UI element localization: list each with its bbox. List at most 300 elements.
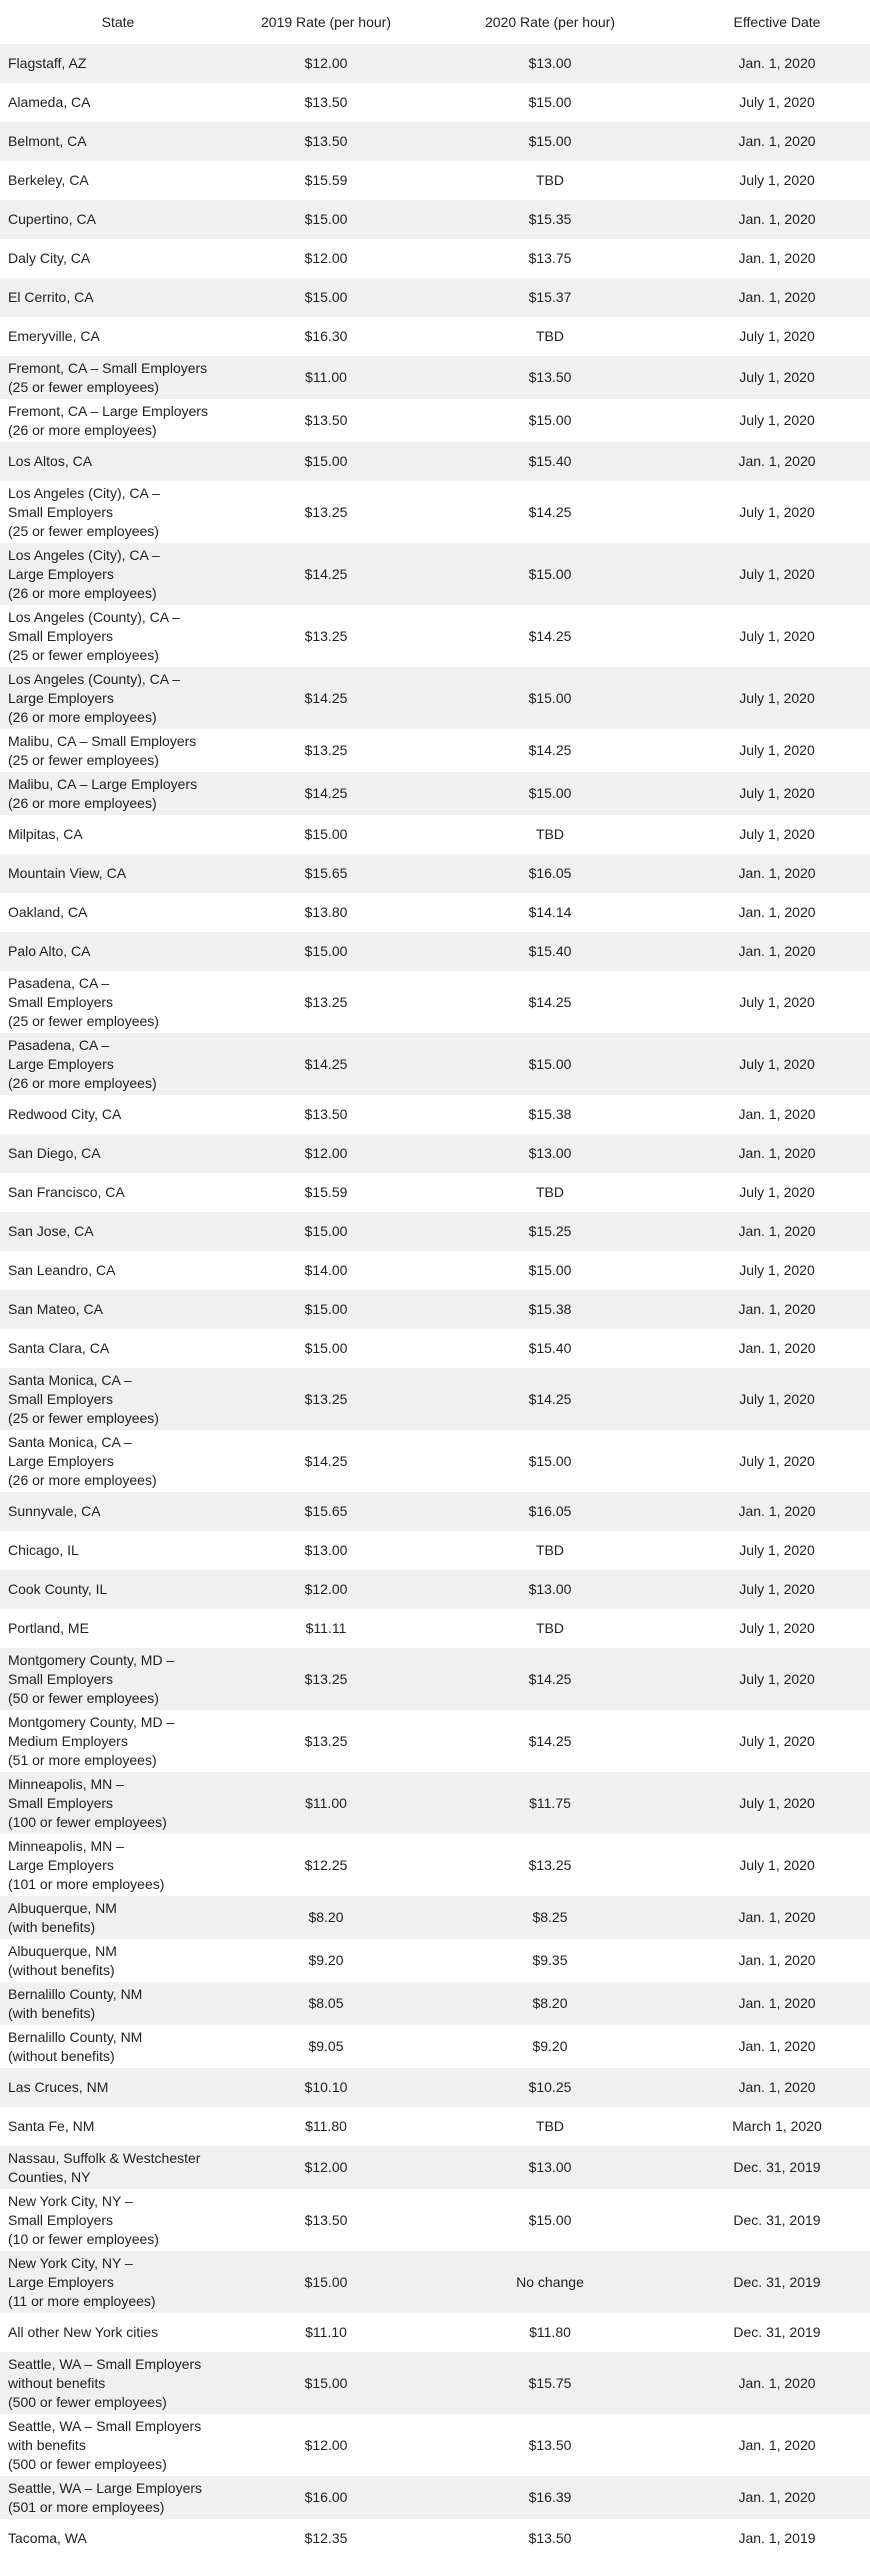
table-row: [0, 399, 870, 442]
cell-2020-rate: TBD: [416, 1173, 684, 1212]
state-line: Counties, NY: [8, 2168, 91, 2185]
cell-2019-rate: $15.00: [236, 2251, 416, 2313]
cell-2019-rate: $13.50: [236, 399, 416, 442]
cell-2020-rate: $15.38: [416, 1290, 684, 1329]
cell-state: [0, 44, 236, 83]
table-row: [0, 2146, 870, 2189]
cell-state: [0, 1710, 236, 1772]
cell-state: [0, 1570, 236, 1609]
cell-2020-rate: $11.75: [416, 1772, 684, 1834]
state-line: Pasadena, CA –: [8, 1036, 110, 1053]
cell-state: [0, 1939, 236, 1982]
header-2020-rate: 2020 Rate (per hour): [416, 0, 684, 44]
table-row: [0, 1173, 870, 1212]
state-line: Las Cruces, NM: [8, 2079, 109, 2095]
cell-2019-rate: $16.30: [236, 317, 416, 356]
cell-2020-rate: $15.00: [416, 667, 684, 729]
state-line: (500 or fewer employees): [8, 2455, 167, 2472]
table-row: [0, 161, 870, 200]
cell-effective-date: July 1, 2020: [684, 1430, 870, 1492]
cell-2019-rate: $10.10: [236, 2068, 416, 2107]
cell-state: [0, 2251, 236, 2313]
state-line: New York City, NY –: [8, 2192, 133, 2209]
cell-state: [0, 1834, 236, 1896]
state-line: Milpitas, CA: [8, 826, 83, 842]
state-line: Seattle, WA – Large Employers: [8, 2479, 203, 2496]
state-line: Large Employers: [8, 565, 114, 582]
state-line: Seattle, WA – Small Employers: [8, 2355, 202, 2372]
table-row: [0, 667, 870, 729]
cell-2020-rate: TBD: [416, 1531, 684, 1570]
cell-state: [0, 893, 236, 932]
cell-effective-date: Jan. 1, 2020: [684, 200, 870, 239]
cell-effective-date: July 1, 2020: [684, 667, 870, 729]
cell-effective-date: Jan. 1, 2020: [684, 1212, 870, 1251]
cell-effective-date: July 1, 2020: [684, 1772, 870, 1834]
cell-state: [0, 854, 236, 893]
state-line: Los Angeles (County), CA –: [8, 670, 180, 687]
state-line: Belmont, CA: [8, 133, 87, 149]
cell-2020-rate: TBD: [416, 815, 684, 854]
cell-2020-rate: $15.35: [416, 200, 684, 239]
header-effective-date: Effective Date: [684, 0, 870, 44]
cell-2019-rate: $14.25: [236, 667, 416, 729]
cell-2019-rate: $14.25: [236, 1430, 416, 1492]
cell-2019-rate: $13.25: [236, 481, 416, 543]
cell-2019-rate: $14.00: [236, 1251, 416, 1290]
state-line: Large Employers: [8, 1055, 114, 1072]
state-line: Sunnyvale, CA: [8, 1503, 101, 1519]
cell-2019-rate: $15.00: [236, 1290, 416, 1329]
cell-2019-rate: $15.65: [236, 854, 416, 893]
cell-state: [0, 1896, 236, 1939]
cell-state: [0, 317, 236, 356]
state-line: Oakland, CA: [8, 904, 88, 920]
cell-2020-rate: $14.25: [416, 971, 684, 1033]
cell-2019-rate: $11.11: [236, 1609, 416, 1648]
cell-2020-rate: $13.50: [416, 2414, 684, 2476]
cell-2020-rate: TBD: [416, 1609, 684, 1648]
cell-effective-date: July 1, 2020: [684, 1173, 870, 1212]
cell-state: [0, 1033, 236, 1095]
state-line: Berkeley, CA: [8, 172, 89, 188]
cell-2019-rate: $15.00: [236, 200, 416, 239]
header-2019-rate: 2019 Rate (per hour): [236, 0, 416, 44]
cell-2020-rate: $13.75: [416, 239, 684, 278]
cell-2020-rate: $13.00: [416, 1134, 684, 1173]
state-line: Albuquerque, NM: [8, 1899, 117, 1916]
table-row: [0, 971, 870, 1033]
table-row: [0, 1251, 870, 1290]
state-line: Tacoma, WA: [8, 2530, 87, 2546]
state-line: San Mateo, CA: [8, 1301, 103, 1317]
cell-2019-rate: $13.50: [236, 122, 416, 161]
state-line: Malibu, CA – Small Employers: [8, 732, 197, 749]
cell-2019-rate: $9.05: [236, 2025, 416, 2068]
state-line: Los Angeles (City), CA –: [8, 484, 160, 501]
state-line: (with benefits): [8, 2004, 96, 2021]
cell-state: [0, 1368, 236, 1430]
table-row: [0, 2519, 870, 2558]
table-row: [0, 1033, 870, 1095]
cell-2020-rate: $15.38: [416, 1095, 684, 1134]
cell-effective-date: Jan. 1, 2020: [684, 2352, 870, 2414]
table-row: [0, 2414, 870, 2476]
cell-state: [0, 2313, 236, 2352]
cell-2019-rate: $12.00: [236, 239, 416, 278]
cell-2019-rate: $15.00: [236, 278, 416, 317]
state-line: Cupertino, CA: [8, 211, 96, 227]
cell-2020-rate: $15.00: [416, 543, 684, 605]
cell-2020-rate: $8.20: [416, 1982, 684, 2025]
table-row: [0, 1939, 870, 1982]
table-row: [0, 1329, 870, 1368]
state-line: Fremont, CA – Small Employers: [8, 359, 208, 376]
cell-2020-rate: $15.00: [416, 122, 684, 161]
state-line: Small Employers: [8, 1794, 114, 1811]
state-line: (with benefits): [8, 1918, 96, 1935]
cell-2019-rate: $13.00: [236, 1531, 416, 1570]
cell-effective-date: Jan. 1, 2020: [684, 1982, 870, 2025]
state-line: (26 or more employees): [8, 421, 157, 438]
state-line: Large Employers: [8, 1856, 114, 1873]
cell-state: [0, 1772, 236, 1834]
state-line: (51 or more employees): [8, 1751, 157, 1768]
cell-state: [0, 1134, 236, 1173]
cell-2020-rate: $13.00: [416, 2146, 684, 2189]
cell-2019-rate: $15.00: [236, 1212, 416, 1251]
cell-2020-rate: $16.05: [416, 1492, 684, 1531]
cell-2019-rate: $13.25: [236, 1710, 416, 1772]
cell-2020-rate: $13.00: [416, 1570, 684, 1609]
cell-effective-date: Jan. 1, 2020: [684, 854, 870, 893]
state-line: Small Employers: [8, 627, 114, 644]
table-row: [0, 1212, 870, 1251]
cell-2020-rate: $15.00: [416, 399, 684, 442]
cell-2020-rate: $10.25: [416, 2068, 684, 2107]
cell-state: [0, 2146, 236, 2189]
cell-effective-date: Jan. 1, 2020: [684, 893, 870, 932]
cell-2020-rate: $15.40: [416, 442, 684, 481]
cell-state: [0, 971, 236, 1033]
state-line: Malibu, CA – Large Employers: [8, 775, 198, 792]
cell-2020-rate: No change: [416, 2251, 684, 2313]
cell-2019-rate: $12.00: [236, 1134, 416, 1173]
cell-state: [0, 2414, 236, 2476]
state-line: Fremont, CA – Large Employers: [8, 402, 208, 419]
cell-2019-rate: $12.25: [236, 1834, 416, 1896]
state-line: Los Altos, CA: [8, 453, 93, 469]
state-line: Redwood City, CA: [8, 1106, 122, 1122]
cell-state: [0, 1982, 236, 2025]
cell-2020-rate: $16.39: [416, 2476, 684, 2519]
cell-2019-rate: $12.00: [236, 2146, 416, 2189]
state-line: Portland, ME: [8, 1620, 89, 1636]
table-row: [0, 2313, 870, 2352]
table-row: [0, 932, 870, 971]
cell-effective-date: July 1, 2020: [684, 815, 870, 854]
cell-effective-date: July 1, 2020: [684, 83, 870, 122]
state-line: San Diego, CA: [8, 1145, 101, 1161]
cell-2020-rate: $15.25: [416, 1212, 684, 1251]
state-line: Bernalillo County, NM: [8, 2028, 143, 2045]
cell-effective-date: Jan. 1, 2020: [684, 1896, 870, 1939]
cell-2019-rate: $12.00: [236, 2414, 416, 2476]
state-line: Small Employers: [8, 2211, 114, 2228]
table-row: [0, 44, 870, 83]
cell-effective-date: Jan. 1, 2020: [684, 1290, 870, 1329]
cell-state: [0, 605, 236, 667]
cell-effective-date: March 1, 2020: [684, 2107, 870, 2146]
cell-state: [0, 543, 236, 605]
table-row: [0, 1710, 870, 1772]
state-line: Santa Fe, NM: [8, 2118, 95, 2134]
state-line: (50 or fewer employees): [8, 1689, 159, 1706]
state-line: (26 or more employees): [8, 584, 157, 601]
cell-effective-date: Dec. 31, 2019: [684, 2251, 870, 2313]
state-line: (26 or more employees): [8, 794, 157, 811]
state-line: Santa Monica, CA –: [8, 1433, 132, 1450]
cell-effective-date: Jan. 1, 2020: [684, 278, 870, 317]
cell-2019-rate: $15.59: [236, 1173, 416, 1212]
state-line: Flagstaff, AZ: [8, 55, 87, 71]
cell-2019-rate: $13.25: [236, 971, 416, 1033]
cell-state: [0, 2189, 236, 2251]
cell-2019-rate: $13.80: [236, 893, 416, 932]
table-row: [0, 815, 870, 854]
cell-2020-rate: $14.25: [416, 1368, 684, 1430]
table-row: [0, 2107, 870, 2146]
cell-state: [0, 442, 236, 481]
cell-2020-rate: $14.25: [416, 1648, 684, 1710]
cell-2020-rate: $15.37: [416, 278, 684, 317]
cell-effective-date: Jan. 1, 2020: [684, 122, 870, 161]
cell-2020-rate: $13.00: [416, 44, 684, 83]
cell-2019-rate: $13.50: [236, 83, 416, 122]
cell-2019-rate: $15.00: [236, 442, 416, 481]
state-line: Mountain View, CA: [8, 865, 127, 881]
state-line: (without benefits): [8, 1961, 115, 1978]
table-row: [0, 1982, 870, 2025]
cell-2020-rate: $15.00: [416, 1033, 684, 1095]
cell-state: [0, 2352, 236, 2414]
cell-2020-rate: $15.00: [416, 1430, 684, 1492]
cell-2019-rate: $15.00: [236, 2352, 416, 2414]
cell-effective-date: Dec. 31, 2019: [684, 2146, 870, 2189]
cell-effective-date: July 1, 2020: [684, 317, 870, 356]
cell-2019-rate: $12.00: [236, 44, 416, 83]
state-line: (500 or fewer employees): [8, 2393, 167, 2410]
cell-2020-rate: $16.05: [416, 854, 684, 893]
state-line: San Francisco, CA: [8, 1184, 125, 1200]
table-row: [0, 1134, 870, 1173]
table-row: [0, 605, 870, 667]
state-line: New York City, NY –: [8, 2254, 133, 2271]
cell-state: [0, 1492, 236, 1531]
cell-state: [0, 1251, 236, 1290]
state-line: Bernalillo County, NM: [8, 1985, 143, 2002]
cell-2019-rate: $13.50: [236, 2189, 416, 2251]
cell-2020-rate: $15.00: [416, 83, 684, 122]
cell-effective-date: July 1, 2020: [684, 1710, 870, 1772]
cell-effective-date: Jan. 1, 2019: [684, 2519, 870, 2558]
state-line: Large Employers: [8, 2273, 114, 2290]
cell-2020-rate: $8.25: [416, 1896, 684, 1939]
state-line: Large Employers: [8, 1452, 114, 1469]
cell-state: [0, 1095, 236, 1134]
cell-state: [0, 1290, 236, 1329]
table-row: [0, 356, 870, 399]
cell-state: [0, 278, 236, 317]
cell-effective-date: July 1, 2020: [684, 356, 870, 399]
table-row: [0, 1570, 870, 1609]
cell-2019-rate: $13.25: [236, 1368, 416, 1430]
state-line: Minneapolis, MN –: [8, 1837, 124, 1854]
cell-state: [0, 2107, 236, 2146]
table-row: [0, 1896, 870, 1939]
state-line: (26 or more employees): [8, 708, 157, 725]
table-row: [0, 122, 870, 161]
cell-effective-date: Jan. 1, 2020: [684, 932, 870, 971]
table-row: [0, 2352, 870, 2414]
state-line: Medium Employers: [8, 1732, 128, 1749]
cell-state: [0, 200, 236, 239]
table-row: [0, 1531, 870, 1570]
header-row: [0, 0, 870, 44]
cell-2020-rate: $14.25: [416, 729, 684, 772]
cell-2020-rate: $14.25: [416, 605, 684, 667]
cell-2020-rate: $13.50: [416, 356, 684, 399]
cell-2020-rate: $15.40: [416, 1329, 684, 1368]
state-line: Minneapolis, MN –: [8, 1775, 124, 1792]
cell-2020-rate: TBD: [416, 161, 684, 200]
cell-effective-date: July 1, 2020: [684, 1531, 870, 1570]
state-line: (501 or more employees): [8, 2498, 165, 2515]
cell-2020-rate: $15.00: [416, 772, 684, 815]
state-line: without benefits: [8, 2374, 106, 2391]
table-row: [0, 239, 870, 278]
cell-effective-date: July 1, 2020: [684, 543, 870, 605]
cell-2019-rate: $11.10: [236, 2313, 416, 2352]
cell-state: [0, 729, 236, 772]
state-line: Seattle, WA – Small Employers: [8, 2417, 202, 2434]
cell-state: [0, 1173, 236, 1212]
table-row: [0, 893, 870, 932]
cell-state: [0, 239, 236, 278]
table-row: [0, 1368, 870, 1430]
cell-effective-date: Dec. 31, 2019: [684, 2313, 870, 2352]
state-line: (11 or more employees): [8, 2292, 156, 2309]
table-row: [0, 1290, 870, 1329]
cell-2020-rate: $14.25: [416, 481, 684, 543]
state-line: Albuquerque, NM: [8, 1942, 117, 1959]
table-row: [0, 278, 870, 317]
cell-effective-date: Jan. 1, 2020: [684, 1329, 870, 1368]
table-row: [0, 729, 870, 772]
cell-2020-rate: $9.20: [416, 2025, 684, 2068]
state-line: (25 or fewer employees): [8, 378, 159, 395]
cell-2019-rate: $11.00: [236, 356, 416, 399]
state-line: (25 or fewer employees): [8, 646, 159, 663]
table-row: [0, 772, 870, 815]
cell-2019-rate: $14.25: [236, 543, 416, 605]
cell-2019-rate: $13.25: [236, 605, 416, 667]
table-header: [0, 0, 870, 44]
cell-state: [0, 2025, 236, 2068]
cell-2020-rate: TBD: [416, 2107, 684, 2146]
cell-2020-rate: $13.25: [416, 1834, 684, 1896]
state-line: Small Employers: [8, 503, 114, 520]
state-line: (25 or fewer employees): [8, 522, 159, 539]
cell-2020-rate: $11.80: [416, 2313, 684, 2352]
cell-2020-rate: $9.35: [416, 1939, 684, 1982]
cell-effective-date: July 1, 2020: [684, 399, 870, 442]
state-line: (25 or fewer employees): [8, 751, 159, 768]
cell-effective-date: July 1, 2020: [684, 1648, 870, 1710]
cell-state: [0, 83, 236, 122]
cell-state: [0, 1648, 236, 1710]
state-line: San Leandro, CA: [8, 1262, 116, 1278]
state-line: with benefits: [8, 2436, 86, 2453]
cell-effective-date: Jan. 1, 2020: [684, 44, 870, 83]
cell-effective-date: Jan. 1, 2020: [684, 2476, 870, 2519]
state-line: All other New York cities: [8, 2324, 159, 2340]
cell-effective-date: July 1, 2020: [684, 1251, 870, 1290]
cell-2019-rate: $11.80: [236, 2107, 416, 2146]
cell-2019-rate: $13.50: [236, 1095, 416, 1134]
cell-state: [0, 772, 236, 815]
table-row: [0, 1492, 870, 1531]
state-line: (25 or fewer employees): [8, 1012, 159, 1029]
cell-2020-rate: $13.50: [416, 2519, 684, 2558]
cell-effective-date: July 1, 2020: [684, 772, 870, 815]
state-line: Montgomery County, MD –: [8, 1651, 175, 1668]
cell-state: [0, 481, 236, 543]
cell-state: [0, 161, 236, 200]
state-line: (without benefits): [8, 2047, 115, 2064]
cell-effective-date: July 1, 2020: [684, 161, 870, 200]
cell-2020-rate: TBD: [416, 317, 684, 356]
state-line: Alameda, CA: [8, 94, 91, 110]
table-row: [0, 1772, 870, 1834]
state-line: Los Angeles (City), CA –: [8, 546, 160, 563]
state-line: Los Angeles (County), CA –: [8, 608, 180, 625]
cell-effective-date: July 1, 2020: [684, 481, 870, 543]
table-body: [0, 44, 870, 2558]
state-line: (100 or fewer employees): [8, 1813, 167, 1830]
cell-state: [0, 399, 236, 442]
state-line: Chicago, IL: [8, 1542, 79, 1558]
cell-2019-rate: $14.25: [236, 1033, 416, 1095]
state-line: Pasadena, CA –: [8, 974, 110, 991]
cell-effective-date: Jan. 1, 2020: [684, 2025, 870, 2068]
state-line: Small Employers: [8, 993, 114, 1010]
table-row: [0, 1834, 870, 1896]
state-line: Montgomery County, MD –: [8, 1713, 175, 1730]
cell-2020-rate: $15.00: [416, 1251, 684, 1290]
cell-effective-date: July 1, 2020: [684, 605, 870, 667]
cell-effective-date: Jan. 1, 2020: [684, 1492, 870, 1531]
cell-2019-rate: $15.00: [236, 932, 416, 971]
cell-effective-date: July 1, 2020: [684, 1570, 870, 1609]
cell-state: [0, 1430, 236, 1492]
table-row: [0, 1095, 870, 1134]
cell-state: [0, 1609, 236, 1648]
cell-2019-rate: $15.65: [236, 1492, 416, 1531]
cell-state: [0, 815, 236, 854]
table-row: [0, 1430, 870, 1492]
table-row: [0, 854, 870, 893]
